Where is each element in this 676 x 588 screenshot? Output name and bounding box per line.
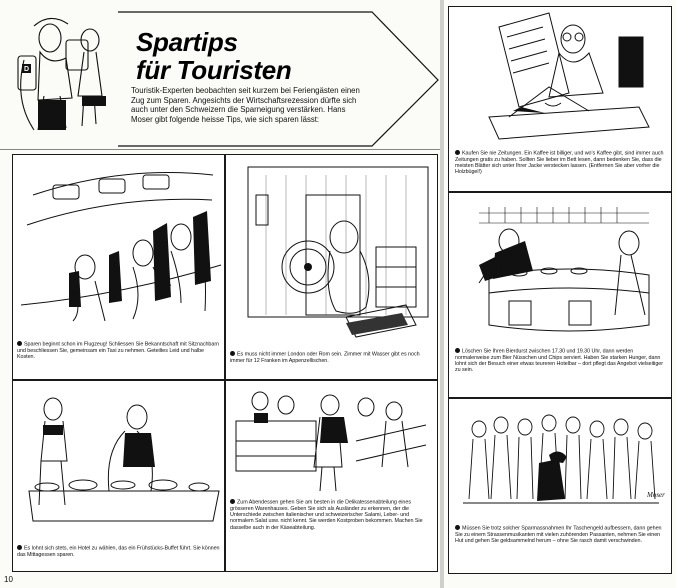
caption-delicatessen: Zum Abendessen gehen Sie am besten in die Delikatessenabteilung eines grösseren Warenhauses. Geben Sie sich als Ausländer zu erkennen, der die Unterschiede zwischen italienischer und schweizerischer Salami, Leber- und normalem Salat usw. nicht kennt. Sie werden Kostproben bekommen. Machen Sie dasselbe auch in der Käseabteilung. <box>230 499 423 531</box>
title-line-2: für Touristen <box>136 55 292 85</box>
hotel-room-illustration <box>226 155 438 341</box>
bullet-icon <box>230 499 235 504</box>
intro-text: Touristik-Experten beobachten seit kurzem bei Feriengästen einen Zug zum Sparen. Angesichts der Wirtschaftsrezession dürfte sich auch unter den Schweizern die Sparneigung verstärken. Hans Moser gibt folgende heisse Tips, wie sich sparen lässt: <box>131 86 360 124</box>
hotel-bar-illustration <box>449 193 672 343</box>
title-line-1: Spartips <box>136 27 238 57</box>
street-musician-illustration <box>449 399 672 519</box>
tourists-illustration <box>0 0 130 150</box>
bullet-icon <box>17 545 22 550</box>
panel-delicatessen <box>225 380 438 572</box>
panel-hotel-bar <box>448 192 672 398</box>
right-page <box>444 0 676 588</box>
caption-airplane: Sparen beginnt schon im Flugzeug! Schliessen Sie Bekanntschaft mit Sitznachbarn und beschliessen Sie, gemeinsam ein Taxi zu nehmen. Geteiltes Leid und halbe Kosten. <box>17 341 220 361</box>
bullet-icon <box>455 150 460 155</box>
panel-street-musician <box>448 398 672 574</box>
breakfast-buffet-illustration <box>13 381 225 531</box>
bullet-icon <box>17 341 22 346</box>
caption-newspaper: Kaufen Sie nie Zeitungen. Ein Kaffee ist billiger, und wo's Kaffee gibt, sind immer auch Zeitungen gratis zu haben. Sollten Sie lieber im Bett lesen, dann bedenken Sie, dass die meisten Blätter sich unter Ihrer Jacke verstecken lassen. (Entfernen Sie aber vorher die Holzbügel!) <box>455 150 664 176</box>
delicatessen-illustration <box>226 381 438 493</box>
caption-breakfast-buffet: Es lohnt sich stets, ein Hotel zu wählen, das ein Frühstücks-Buffet führt. Sie können das Mittagessen sparen. <box>17 545 220 558</box>
airplane-illustration <box>13 155 225 335</box>
bullet-icon <box>455 525 460 530</box>
page-number: 10 <box>4 575 13 584</box>
artist-signature: Moser <box>647 491 665 499</box>
panel-hotel-room <box>225 154 438 380</box>
caption-hotel-bar: Löschen Sie Ihren Bierdurst zwischen 17.30 und 19.30 Uhr, dann werden normalerweise zum Bier Nüsschen und Chips serviert. Haben Sie starken Hunger, dann lohnt sich der Besuch einer etwas teureren Hotelbar – dort pflegt das Angebot vielseitiger zu sein. <box>455 348 663 374</box>
panel-airplane <box>12 154 225 380</box>
panel-newspaper <box>448 6 672 192</box>
caption-street-musician: Müssen Sie trotz solcher Sparmassnahmen Ihr Taschengeld aufbessern, dann gehen Sie zu einem Strassenmusikanten mit vielen zuhörenden Passanten, nehmen Sie einen Hut und gehen Sie geldsammelnd herum – ohne Sie rasch damit verschwinden. <box>455 525 662 545</box>
caption-hotel-room: Es muss nicht immer London oder Rom sein. Zimmer mit Wasser gibt es noch immer für 12 Franken im Appenzellischen. <box>230 351 420 364</box>
newspaper-illustration <box>449 7 672 145</box>
bullet-icon <box>455 348 460 353</box>
panel-breakfast-buffet <box>12 380 225 572</box>
svg-text:D: D <box>23 66 30 73</box>
page-title <box>136 28 291 84</box>
bullet-icon <box>230 351 235 356</box>
